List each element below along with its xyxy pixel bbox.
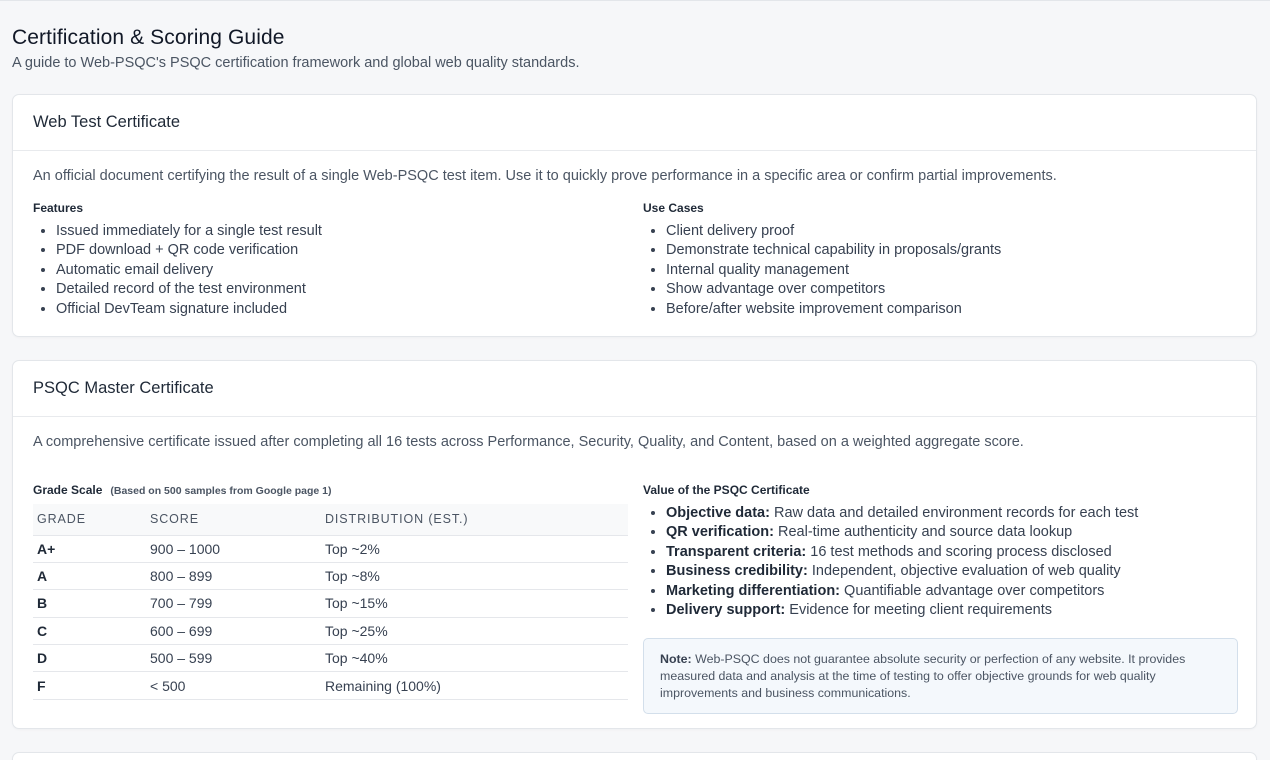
column-header-distribution: DISTRIBUTION (EST.) xyxy=(321,504,628,535)
use-cases-section xyxy=(643,201,1223,319)
list-item: • Internal quality management xyxy=(666,261,1223,280)
list-item: • Before/after website improvement comparison xyxy=(666,300,1223,319)
list-item: • PDF download + QR code verification xyxy=(56,241,593,260)
note-label: Note: xyxy=(660,652,692,666)
list-item: • Detailed record of the test environment xyxy=(56,280,593,299)
master-certificate-description: A comprehensive certificate issued after completing all 16 tests across Performance, Security, Quality, and Content, based on a weighted aggregate score. xyxy=(33,434,1024,450)
distribution-cell: Top ~8% xyxy=(321,562,628,589)
list-item: • Official DevTeam signature included xyxy=(56,300,593,319)
column-header-grade: GRADE xyxy=(33,504,146,535)
features-label: Features xyxy=(33,201,84,215)
value-term: Business credibility: xyxy=(666,563,808,580)
value-text: Quantifiable advantage over competitors xyxy=(844,582,1105,599)
table-row xyxy=(33,535,628,562)
list-item: • Issued immediately for a single test result xyxy=(56,222,593,241)
value-list xyxy=(643,504,1238,620)
grade-cell: C xyxy=(33,617,146,644)
features-list xyxy=(33,222,593,319)
page-header xyxy=(12,24,1257,73)
grade-cell: D xyxy=(33,645,146,672)
web-test-certificate-card xyxy=(12,94,1257,337)
grade-scale-section xyxy=(33,483,628,700)
disclaimer-note xyxy=(643,638,1238,714)
list-item xyxy=(666,504,1238,523)
list-item: • Demonstrate technical capability in proposals/grants xyxy=(666,241,1223,260)
web-test-certificate-title: Web Test Certificate xyxy=(13,95,1256,151)
table-row xyxy=(33,645,628,672)
use-cases-list xyxy=(643,222,1223,319)
master-certificate-title: PSQC Master Certificate xyxy=(13,361,1256,417)
score-cell: < 500 xyxy=(146,672,321,699)
table-header-row xyxy=(33,504,628,535)
grade-cell: A+ xyxy=(33,535,146,562)
grade-scale-title: Grade Scale xyxy=(33,483,103,497)
list-item: • Client delivery proof xyxy=(666,222,1223,241)
list-item xyxy=(666,523,1238,542)
distribution-cell: Remaining (100%) xyxy=(321,672,628,699)
list-item xyxy=(666,562,1238,581)
value-text: Raw data and detailed environment records for each test xyxy=(773,505,1139,521)
score-cell: 600 – 699 xyxy=(146,617,321,644)
table-row xyxy=(33,562,628,589)
score-cell: 700 – 799 xyxy=(146,590,321,617)
table-row xyxy=(33,617,628,644)
grade-cell: B xyxy=(33,590,146,617)
list-item xyxy=(666,543,1238,562)
grade-cell: A xyxy=(33,562,146,589)
score-cell: 500 – 599 xyxy=(146,645,321,672)
value-section xyxy=(643,483,1238,620)
distribution-cell: Top ~40% xyxy=(321,645,628,672)
list-item: • Show advantage over competitors xyxy=(666,280,1223,299)
value-text: 16 test methods and scoring process disclosed xyxy=(810,543,1112,560)
grade-scale-note: (Based on 500 samples from Google page 1) xyxy=(110,485,332,497)
grade-scale-label xyxy=(33,483,628,497)
master-certificate-card xyxy=(12,360,1257,729)
value-text: Evidence for meeting client requirements xyxy=(789,602,1053,619)
value-text: Real-time authenticity and source data lookup xyxy=(778,524,1073,541)
top-border xyxy=(0,0,1270,1)
table-row xyxy=(33,590,628,617)
value-text: Independent, objective evaluation of web quality xyxy=(811,563,1121,580)
score-cell: 800 – 899 xyxy=(146,562,321,589)
grade-cell: F xyxy=(33,672,146,699)
page-title: Certification & Scoring Guide xyxy=(12,26,285,49)
features-section xyxy=(33,201,593,319)
next-card xyxy=(12,752,1257,760)
use-cases-label: Use Cases xyxy=(643,201,704,215)
column-header-score: SCORE xyxy=(146,504,321,535)
value-term: Transparent criteria: xyxy=(666,543,807,560)
list-item: • Automatic email delivery xyxy=(56,261,593,280)
value-term: Delivery support: xyxy=(666,602,786,619)
value-term: Objective data: xyxy=(666,505,770,521)
value-label: Value of the PSQC Certificate xyxy=(643,483,810,497)
grade-table xyxy=(33,504,628,700)
distribution-cell: Top ~2% xyxy=(321,535,628,562)
page-subtitle: A guide to Web-PSQC's PSQC certification framework and global web quality standards. xyxy=(12,55,580,71)
list-item xyxy=(666,601,1238,620)
list-item xyxy=(666,582,1238,601)
value-term: Marketing differentiation: xyxy=(666,582,841,599)
score-cell: 900 – 1000 xyxy=(146,535,321,562)
distribution-cell: Top ~15% xyxy=(321,590,628,617)
value-term: QR verification: xyxy=(666,524,774,541)
table-row xyxy=(33,672,628,699)
web-test-certificate-description: An official document certifying the result of a single Web-PSQC test item. Use it to quickly prove performance in a specific area or confirm partial improvements. xyxy=(33,168,1057,184)
distribution-cell: Top ~25% xyxy=(321,617,628,644)
note-text: Web-PSQC does not guarantee absolute security or perfection of any website. It provides measured data and analysis at the time of testing to offer objective grounds for web quality improvements and business communications. xyxy=(660,652,1186,700)
